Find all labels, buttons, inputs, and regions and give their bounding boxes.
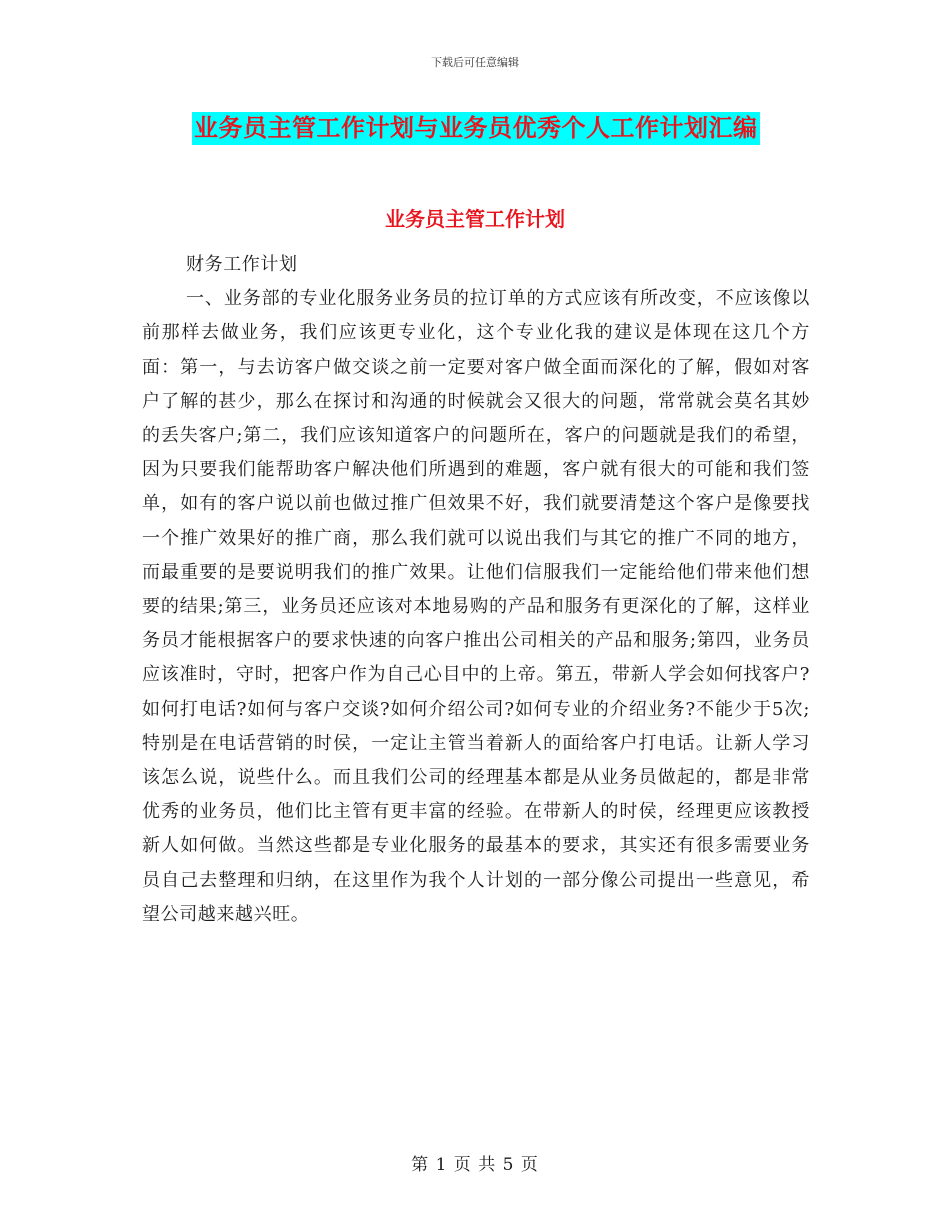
body-paragraph: 一、业务部的专业化服务业务员的拉订单的方式应该有所改变，不应该像以前那样去做业务，我们应该更专业化，这个专业化我的建议是体现在这几个方面：第一，与去访客户做交谈之前一定要对客户做全面而深化的了解，假如对客户了解的甚少，那么在探讨和沟通的时候就会又很大的问题，常常就会莫名其妙的丢失客户;第二，我们应该知道客户的问题所在，客户的问题就是我们的希望，因为只要我们能帮助客户解决他们所遇到的难题，客户就有很大的可能和我们签单，如有的客户说以前也做过推广但效果不好，我们就要清楚这个客户是像要找一个推广效果好的推广商，那么我们就可以说出我们与其它的推广不同的地方，而最重要的是要说明我们的推广效果。让他们信服我们一定能给他们带来他们想要的结果;第三，业务员还应该对本地易购的产品和服务有更深化的了解，这样业务员才能根据客户的要求快速的向客户推出公司相关的产品和服务;第四，业务员应该准时，守时，把客户作为自己心目中的上帝。第五，带新人学会如何找客户?如何打电话?如何与客户交谈?如何介绍公司?如何专业的介绍业务?不能少于5次;特别是在电话营销的时侯，一定让主管当着新人的面给客户打电话。让新人学习该怎么说，说些什么。而且我们公司的经理基本都是从业务员做起的，都是非常优秀的业务员，他们比主管有更丰富的经验。在带新人的时侯，经理更应该教授新人如何做。当然这些都是专业化服务的最基本的要求，其实还有很多需要业务员自己去整理和归纳，在这里作为我个人计划的一部分像公司提出一些意见，希望公司越来越兴旺。 [142, 288, 810, 925]
document-subtitle: 业务员主管工作计划 [385, 207, 565, 231]
document-title: 业务员主管工作计划与业务员优秀个人工作计划汇编 [192, 112, 760, 145]
header-note: 下载后可任意编辑 [431, 56, 519, 69]
document-body [142, 248, 810, 932]
section-heading: 财务工作计划 [186, 254, 298, 275]
page-number: 第 1 页 共 5 页 [411, 1155, 539, 1175]
